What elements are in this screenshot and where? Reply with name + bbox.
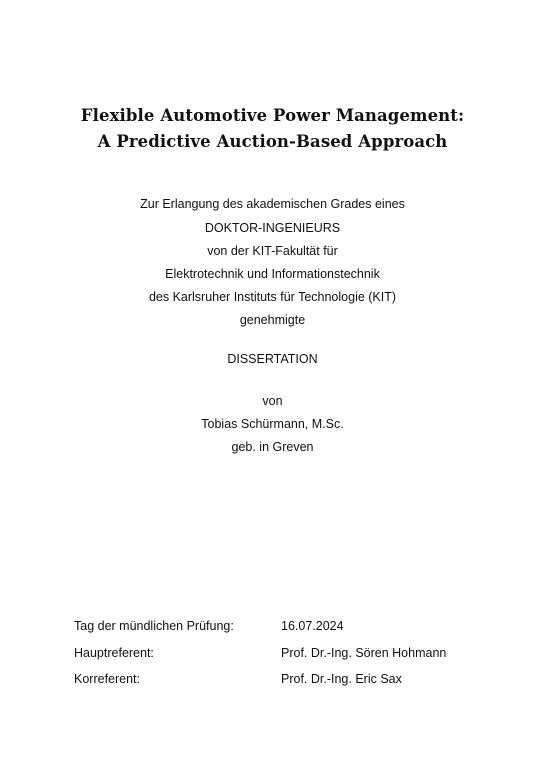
faculty-name: Elektrotechnik und Informationstechnik: [165, 267, 380, 281]
degree-purpose-line: Zur Erlangung des akademischen Grades eines: [140, 197, 405, 211]
co-referee-value: Prof. Dr.-Ing. Eric Sax: [281, 672, 402, 686]
thesis-title-line-1: Flexible Automotive Power Management:: [80, 106, 465, 125]
approval-line: genehmigte: [239, 313, 306, 327]
degree-name: DOKTOR-INGENIEURS: [204, 221, 341, 235]
document-type: DISSERTATION: [227, 352, 318, 366]
exam-date-label: Tag der mündlichen Prüfung:: [74, 619, 234, 633]
author-von: von: [262, 394, 283, 408]
exam-date-value: 16.07.2024: [281, 619, 344, 633]
faculty-line: von der KIT-Fakultät für: [207, 244, 338, 258]
institution-line: des Karlsruher Instituts für Technologie (KIT): [148, 290, 397, 304]
co-referee-label: Korreferent:: [74, 672, 141, 686]
main-referee-value: Prof. Dr.-Ing. Sören Hohmann: [281, 646, 447, 660]
main-referee-label: Hauptreferent:: [74, 646, 154, 660]
thesis-title-line-2: A Predictive Auction-Based Approach: [97, 132, 448, 151]
author-name: Tobias Schürmann, M.Sc.: [201, 417, 344, 431]
author-birthplace: geb. in Greven: [231, 440, 314, 454]
